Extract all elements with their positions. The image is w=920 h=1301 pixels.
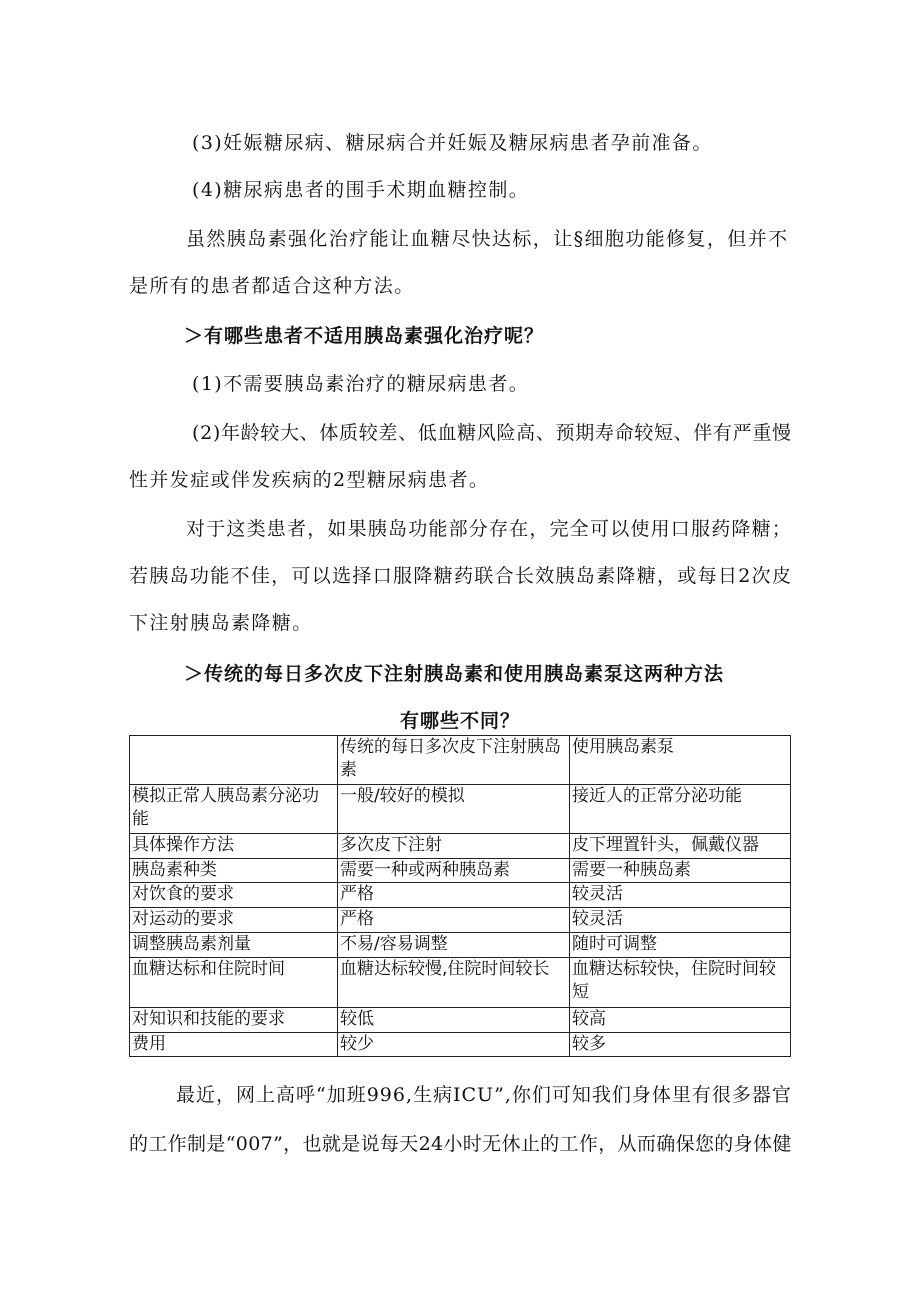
table-cell: 对饮食的要求 [130,883,338,908]
table-cell: 对知识和技能的要求 [130,1008,338,1033]
table-row [130,859,791,883]
table-cell: 调整胰岛素剂量 [130,933,338,958]
table-header-cell [130,736,338,785]
paragraph-item-4: (4)糖尿病患者的围手术期血糖控制。 [192,179,530,201]
table-cell: 不易/容易调整 [338,933,570,958]
table-row [130,933,791,958]
table-cell: 需要一种或两种胰岛素 [338,859,570,883]
table-cell: 较低 [338,1008,570,1033]
table-cell: 血糖达标较快，住院时间较短 [570,958,791,1008]
table-header-row [130,736,791,785]
paragraph-alternatives-line-1: 对于这类患者，如果胰岛功能部分存在，完全可以使用口服药降糖； [186,518,793,540]
table-row [130,1033,791,1057]
section-heading-comparison-line-1: ＞传统的每日多次皮下注射胰岛素和使用胰岛素泵这两种方法 [184,663,725,685]
table-cell: 对运动的要求 [130,908,338,933]
paragraph-intensive-therapy-line-1: 虽然胰岛素强化治疗能让血糖尽快达标，让§细胞功能修复，但并不 [186,228,789,250]
table-cell: 皮下埋置针头，佩戴仪器 [570,834,791,859]
table-cell: 一般/较好的模拟 [338,785,570,834]
comparison-table [129,735,791,1057]
table-cell: 费用 [130,1033,338,1057]
table-cell: 接近人的正常分泌功能 [570,785,791,834]
table-row [130,1008,791,1033]
table-cell: 严格 [338,883,570,908]
table-row [130,883,791,908]
paragraph-996-line-2: 的工作制是“007”，也就是说每天24小时无休止的工作，从而确保您的身体健 [129,1133,792,1155]
paragraph-alternatives-line-2: 若胰岛功能不佳，可以选择口服降糖药联合长效胰岛素降糖，或每日2次皮 [129,565,793,587]
table-cell: 需要一种胰岛素 [570,859,791,883]
table-row [130,958,791,1008]
paragraph-item-3: (3)妊娠糖尿病、糖尿病合并妊娠及糖尿病患者孕前准备。 [192,132,713,154]
paragraph-item-2-line-2: 性并发症或伴发疾病的2型糖尿病患者。 [129,469,490,491]
table-cell: 胰岛素种类 [130,859,338,883]
table-row [130,834,791,859]
table-cell: 血糖达标和住院时间 [130,958,338,1008]
paragraph-item-1: (1)不需要胰岛素治疗的糖尿病患者。 [192,373,530,395]
paragraph-item-2-line-1: (2)年龄较大、体质较差、低血糖风险高、预期寿命较短、伴有严重慢 [192,422,792,444]
table-cell: 严格 [338,908,570,933]
table-cell: 较灵活 [570,908,791,933]
section-heading-comparison-line-2: 有哪些不同？ [400,710,521,732]
paragraph-intensive-therapy-line-2: 是所有的患者都适合这种方法。 [129,275,415,297]
table-cell: 多次皮下注射 [338,834,570,859]
section-heading-unsuitable-patients: ＞有哪些患者不适用胰岛素强化治疗呢？ [184,325,545,347]
table-header-cell: 使用胰岛素泵 [570,736,791,785]
table-cell: 模拟正常人胰岛素分泌功能 [130,785,338,834]
table-cell: 具体操作方法 [130,834,338,859]
table-cell: 较高 [570,1008,791,1033]
table-cell: 较多 [570,1033,791,1057]
table-cell: 随时可调整 [570,933,791,958]
paragraph-996-line-1: 最近，网上高呼“加班996,生病ICU”,你们可知我们身体里有很多器官 [176,1084,792,1106]
table-header-cell: 传统的每日多次皮下注射胰岛素 [338,736,570,785]
paragraph-alternatives-line-3: 下注射胰岛素降糖。 [129,612,313,634]
table-row [130,785,791,834]
table-cell: 较少 [338,1033,570,1057]
table-row [130,908,791,933]
table-cell: 较灵活 [570,883,791,908]
table-cell: 血糖达标较慢,住院时间较长 [338,958,570,1008]
